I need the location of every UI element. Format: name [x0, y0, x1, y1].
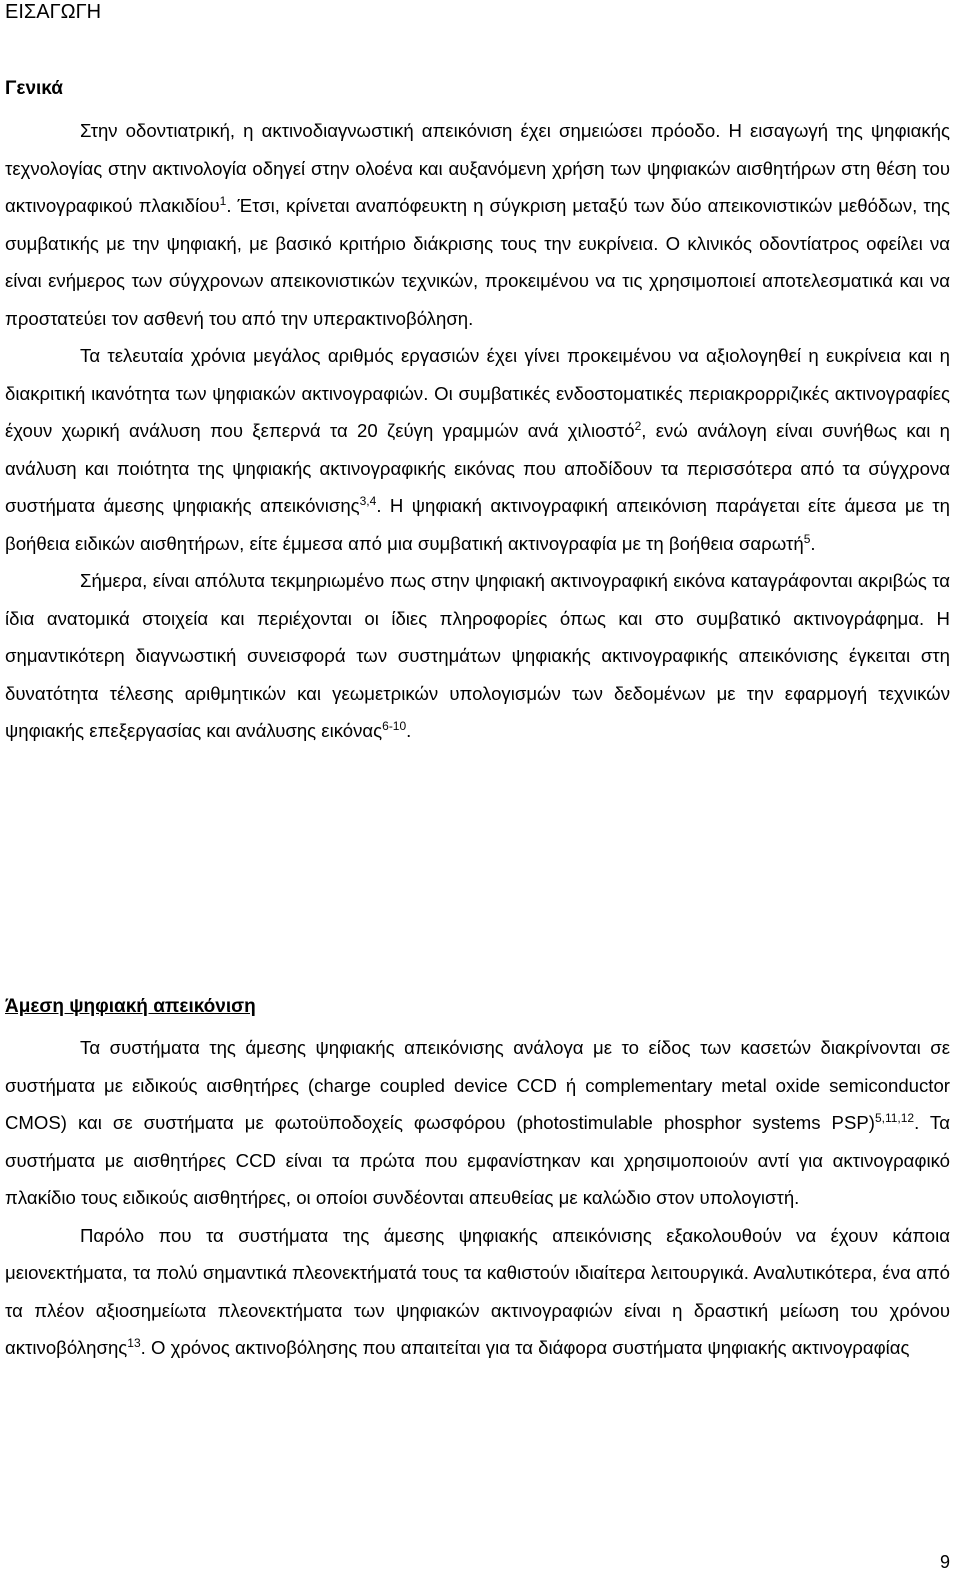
page-number: 9 — [939, 1552, 950, 1572]
citation-ref: 5,11,12 — [874, 1111, 915, 1125]
paragraph — [5, 1217, 950, 1367]
paragraph-text: Στην οδοντιατρική, η ακτινοδιαγνωστική απεικόνιση έχει σημειώσει πρόοδο. Η εισαγωγή της ψηφιακής τεχνολογίας στην ακτινολογία οδηγεί στην ολοένα και αυξανόμενη χρήση των ψηφιακών αισθητήρων στη θέση του ακτινογραφικού πλακιδίου — [5, 120, 950, 216]
paragraph-text: . — [406, 720, 412, 741]
section-heading-general: Γενικά — [5, 78, 63, 99]
paragraph — [5, 1029, 950, 1217]
paragraph-text: . Η ψηφιακή ακτινογραφική απεικόνιση παράγεται είτε άμεσα με τη βοήθεια ειδικών αισθητήρων, είτε έμμεσα από μια συμβατική ακτινογραφία με τη βοήθεια σαρωτή — [5, 495, 950, 554]
paragraph-text: , ενώ ανάλογη είναι συνήθως και η ανάλυση και ποιότητα της ψηφιακής ακτινογραφικής εικόνας που αποδίδουν τα περισσότερα από τα σύγχρονα συστήματα άμεσης ψηφιακής απεικόνισης — [5, 420, 950, 516]
paragraph-text: Τα συστήματα της άμεσης ψηφιακής απεικόνισης ανάλογα με το είδος των κασετών διακρίνονται σε συστήματα με ειδικούς αισθητήρες (charge coupled device CCD ή complementary metal oxide semiconductor CMOS) και σε συστήματα με φωτοϋποδοχείς φωσφόρου (photostimulable phosphor systems PSP) — [5, 1037, 950, 1133]
paragraph-text: Παρόλο που τα συστήματα της άμεσης ψηφιακής απεικόνισης εξακολουθούν να έχουν κάποια μειονεκτήματα, τα πολύ σημαντικά πλεονεκτήματά τους τα καθιστούν ιδιαίτερα λειτουργικά. Αναλυτικότερα, ένα από τα πλέον αξιοσημείωτα πλεονεκτήματα των ψηφιακών ακτινογραφιών είναι η δραστική μείωση του χρόνου ακτινοβόλησης — [5, 1224, 950, 1358]
paragraph-text: . Ο χρόνος ακτινοβόλησης που απαιτείται για τα διάφορα συστήματα ψηφιακής ακτινογραφίας — [140, 1337, 910, 1358]
paragraph — [5, 337, 950, 562]
paragraph-text: . Έτσι, κρίνεται αναπόφευκτη η σύγκριση μεταξύ των δύο απεικονιστικών μεθόδων, της συμβατικής με την ψηφιακή, με βασικό κριτήριο διάκρισης τους την ευκρίνεια. Ο κλινικός οδοντίατρος οφείλει να είναι ενήμερος των σύγχρονων απεικονιστικών τεχνικών, προκειμένου να τις χρησιμοποιεί αποτελεσματικά και να προστατεύει τον ασθενή του από την υπερακτινοβόληση. — [5, 195, 950, 329]
citation-ref: 6-10 — [382, 719, 407, 733]
section-heading-direct: Άμεση ψηφιακή απεικόνιση — [5, 996, 256, 1017]
paragraph-text: Σήμερα, είναι απόλυτα τεκμηριωμένο πως στην ψηφιακή ακτινογραφική εικόνα καταγράφονται ακριβώς τα ίδια ανατομικά στοιχεία και περιέχονται οι ίδιες πληροφορίες όπως και στο συμβατικό ακτινογράφημα. Η σημαντικότερη διαγνωστική συνεισφορά των συστημάτων ψηφιακής ακτινογραφικής απεικόνισης έγκειται στη δυνατότητα τέλεσης αριθμητικών και γεωμετρικών υπολογισμών των δεδομένων με την εφαρμογή τεχνικών ψηφιακής επεξεργασίας και ανάλυσης εικόνας — [5, 570, 950, 741]
citation-ref: 2 — [634, 419, 642, 433]
paragraph — [5, 562, 950, 750]
citation-ref: 1 — [219, 194, 227, 208]
citation-ref: 3,4 — [359, 494, 377, 508]
paragraph-text: Τα τελευταία χρόνια μεγάλος αριθμός εργασιών έχει γίνει προκειμένου να αξιολογηθεί η ευκρίνεια και η διακριτική ικανότητα των ψηφιακών ακτινογραφιών. Οι συμβατικές ενδοστοματικές περιακρορριζικές ακτινογραφίες έχουν χωρική ανάλυση που ξεπερνά τα 20 ζεύγη γραμμών ανά χιλιοστό — [5, 345, 950, 441]
section-direct-body — [5, 1029, 950, 1367]
section-general-body — [5, 112, 950, 750]
chapter-title: ΕΙΣΑΓΩΓΗ — [5, 1, 102, 23]
citation-ref: 5 — [803, 531, 811, 546]
paragraph-text: . Τα συστήματα με αισθητήρες CCD είναι τα πρώτα που εμφανίστηκαν και χρησιμοποιούν αντί για ακτινογραφικό πλακίδιο τους ειδικούς αισθητήρες, οι οποίοι συνδέονται απευθείας με καλώδιο στον υπολογιστή. — [5, 1112, 950, 1208]
paragraph — [5, 112, 950, 337]
paragraph-text: . — [810, 532, 816, 554]
citation-ref: 13 — [127, 1336, 141, 1350]
